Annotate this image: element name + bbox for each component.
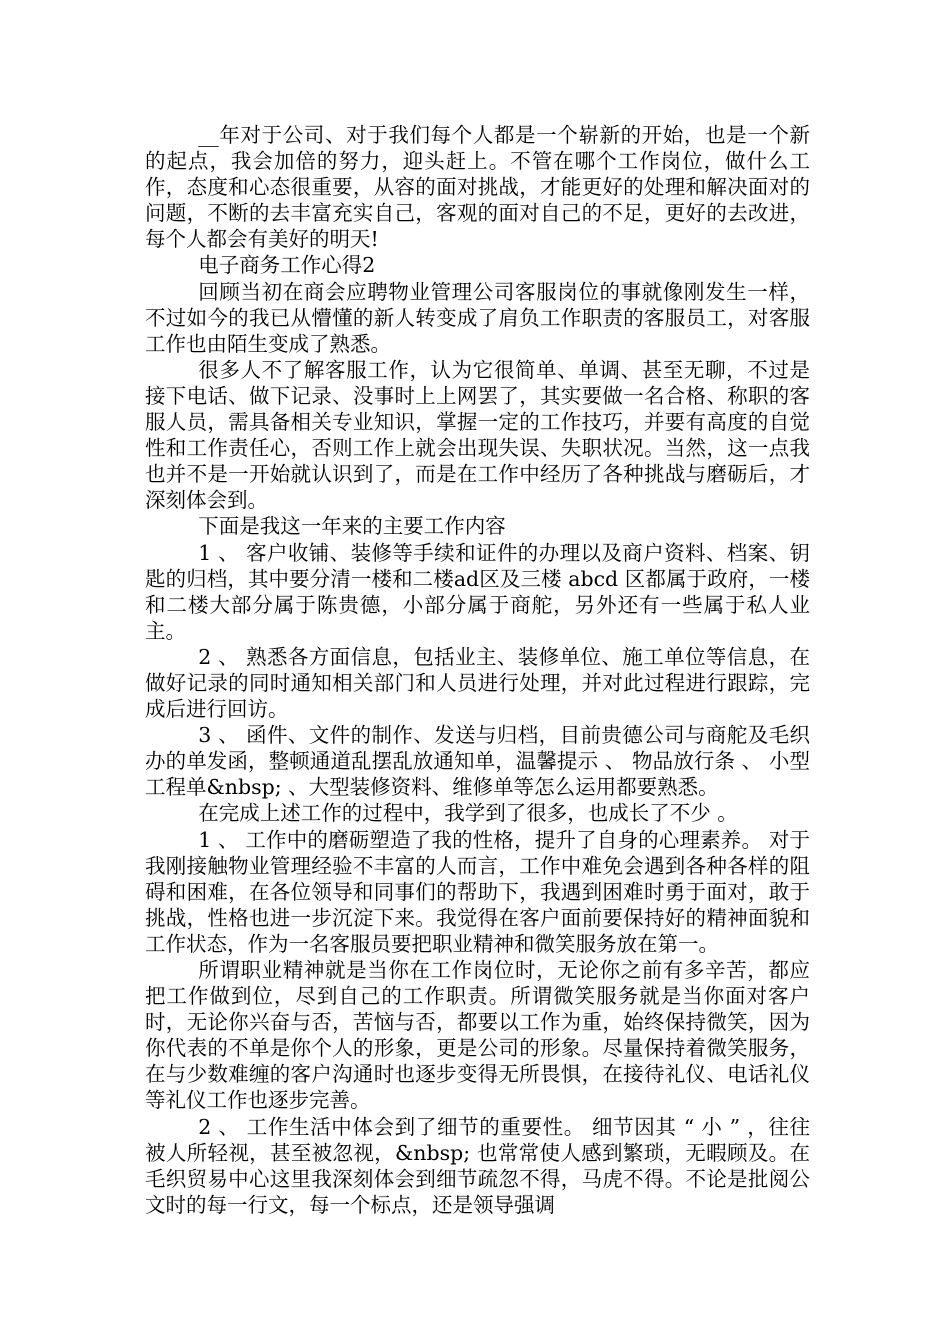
paragraph-learnings-intro: 在完成上述工作的过程中，我学到了很多，也成长了不少 。: [198, 801, 738, 826]
paragraph-learning-2: 2 、 工作生活中体会到了细节的重要性。 细节因其 “ 小 ” ，往往被人所轻视，甚至被忽视，&nbsp; 也常常使人感到繁琐，无暇顾及。在毛织贸易中心这里我深刻体会到细节疏忽不得，马虎不得。不论是批阅公文时的每一行文，每一个标点，还是领导强调: [145, 1114, 810, 1217]
document-body: [145, 122, 810, 1218]
paragraph-new-year-outlook: __年对于公司、对于我们每个人都是一个崭新的开始，也是一个新的起点，我会加倍的努力，迎头赶上。不管在哪个工作岗位，做什么工作，态度和心态很重要，从容的面对挑战，才能更好的处理和解决面对的问题，不断的去丰富充实自己，客观的面对自己的不足，更好的去改进，每个人都会有美好的明天!: [145, 123, 810, 252]
paragraph-professionalism: 所谓职业精神就是当你在工作岗位时，无论你之前有多辛苦，都应把工作做到位，尽到自己的工作职责。所谓微笑服务就是当你面对客户时，无论你兴奋与否，苦恼与否，都要以工作为重，始终保持微笑，因为你代表的不单是你个人的形象，更是公司的形象。尽量保持着微笑服务，在与少数难缠的客户沟通时也逐步变得无所畏惧，在接待礼仪、电话礼仪等礼仪工作也逐步完善。: [145, 958, 810, 1113]
paragraph-recall: 回顾当初在商会应聘物业管理公司客服岗位的事就像刚发生一样，不过如今的我已从懵懂的新人转变成了肩负工作职责的客服员工，对客服工作也由陌生变成了熟悉。: [145, 279, 810, 356]
section-heading: 电子商务工作心得2: [198, 253, 376, 278]
paragraph-work-item-2: 2 、 熟悉各方面信息，包括业主、装修单位、施工单位等信息，在做好记录的同时通知相关部门和人员进行处理，并对此过程进行跟踪，完成后进行回访。: [145, 644, 810, 722]
paragraph-work-item-1: 1 、 客户收铺、装修等手续和证件的办理以及商户资料、档案、钥匙的归档，其中要分清一楼和二楼ad区及三楼 abcd 区都属于政府，一楼和二楼大部分属于陈贵德，小部分属于商舵，另外还有一些属于私人业主。: [145, 540, 810, 643]
paragraph-learning-1: 1 、 工作中的磨砺塑造了我的性格，提升了自身的心理素养。 对于我刚接触物业管理经验不丰富的人而言，工作中难免会遇到各种各样的阻碍和困难，在各位领导和同事们的帮助下，我遇到困难时勇于面对，敢于挑战，性格也进一步沉淀下来。我觉得在客户面前要保持好的精神面貌和工作状态，作为一名客服员要把职业精神和微笑服务放在第一。: [145, 827, 810, 956]
paragraph-customer-service: 很多人不了解客服工作，认为它很简单、单调、甚至无聊，不过是接下电话、做下记录、没事时上上网罢了，其实要做一名合格、称职的客服人员，需具备相关专业知识，掌握一定的工作技巧，并要有高度的自觉性和工作责任心，否则工作上就会出现失误、失职状况。当然，这一点我也并不是一开始就认识到了，而是在工作中经历了各种挑战与磨砺后，才深刻体会到。: [145, 357, 810, 513]
paragraph-work-item-3: 3 、 函件、文件的制作、发送与归档，目前贵德公司与商舵及毛织办的单发函，整顿通道乱摆乱放通知单，温馨提示 、 物品放行条 、 小型工程单&nbsp; 、大型装修资料、维修单等怎么运用都要熟悉。: [145, 723, 810, 800]
paragraph-work-intro: 下面是我这一年来的主要工作内容: [198, 514, 506, 539]
